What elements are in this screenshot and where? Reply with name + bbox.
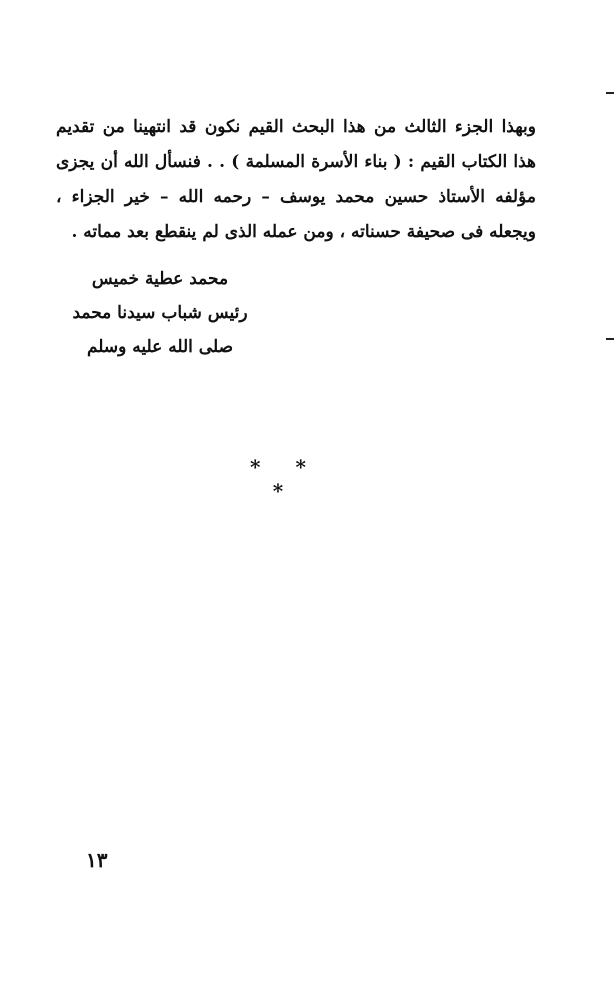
signatory-title-line-2: صلى الله عليه وسلم (86, 337, 234, 357)
signatory-title-line-1: رئيس شباب سيدنا محمد (72, 303, 248, 323)
signatory-name: محمد عطية خميس (91, 269, 229, 289)
signature-block (70, 262, 250, 364)
page-number: ١٣ (86, 848, 108, 872)
paragraph-text: وبهذا الجزء الثالث من هذا البحث القيم نكون قد انتهينا من تقديم هذا الكتاب القيم : ( بناء الأسرة المسلمة ) . . فنسأل الله أن يجزى مؤلفه الأستاذ حسين محمد يوسف – رحمه الله – خير الجزاء ، ويجعله فى صحيفة حسناته ، ومن عمله الذى لم ينقطع بعد مماته . (56, 117, 536, 242)
page-edge-mark (606, 92, 614, 94)
page-edge-mark (606, 338, 614, 340)
section-divider: * * * (250, 455, 320, 503)
closing-paragraph (56, 110, 536, 250)
